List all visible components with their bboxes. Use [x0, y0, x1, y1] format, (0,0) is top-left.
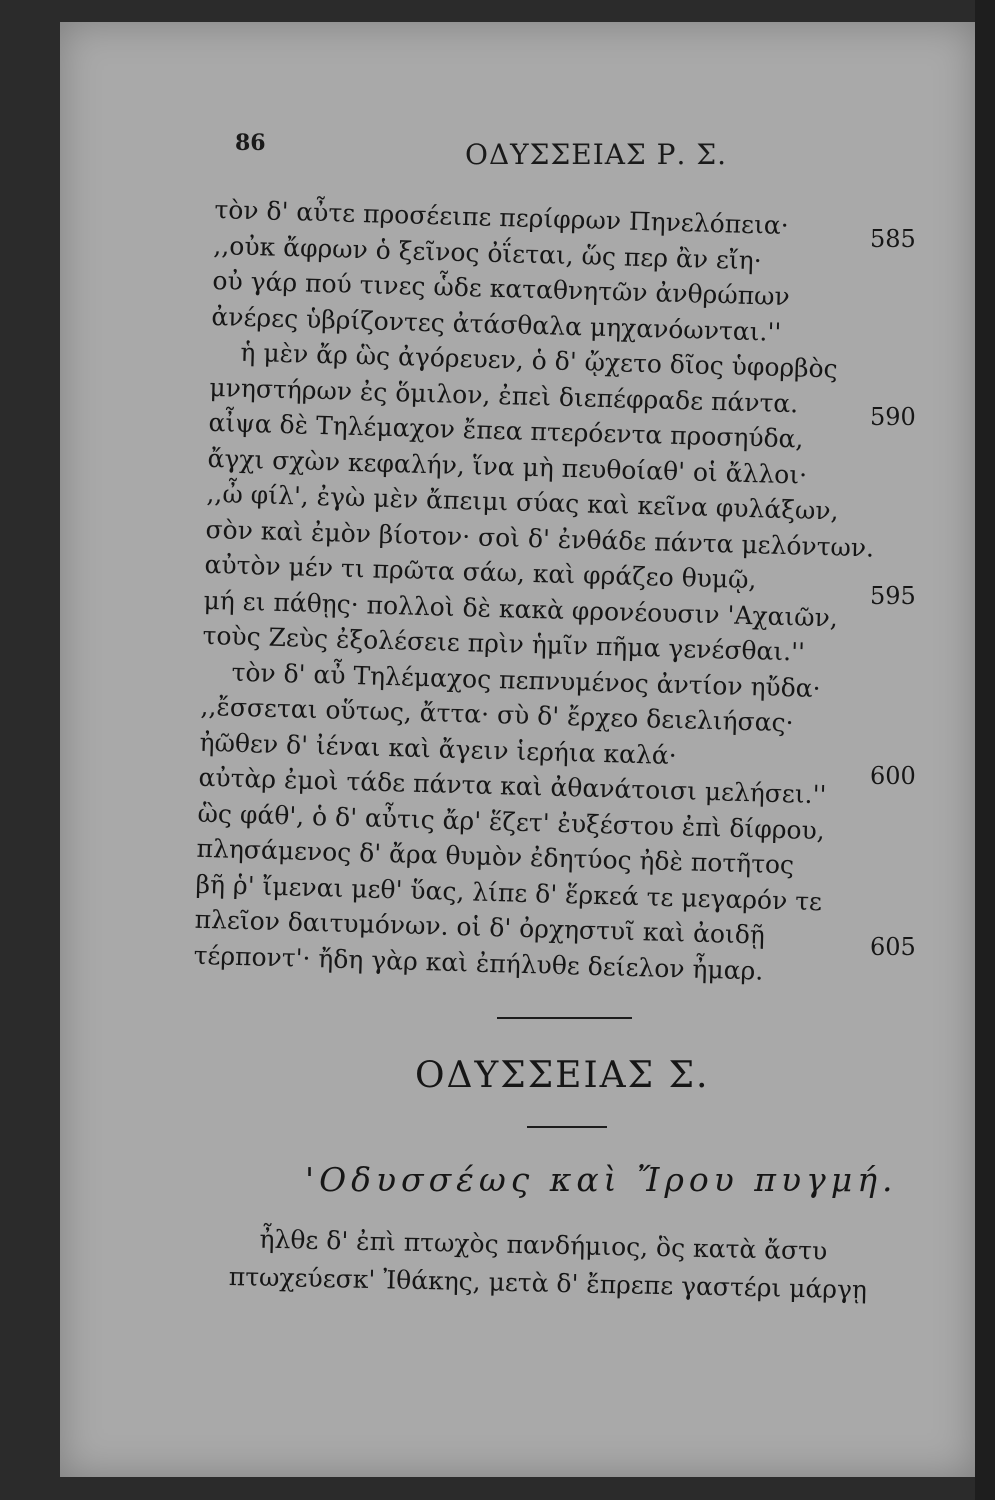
verse-line: ,,οὐκ ἄφρων ὁ ξεῖνος ὀΐεται, ὥς περ ἂν εἴη·: [213, 230, 763, 275]
verse-line: μή ει πάθῃς· πολλοὶ δὲ κακὰ φρονέουσιν 'Αχαιῶν,: [203, 585, 839, 633]
verse-block: [193, 192, 875, 991]
verse-line: ἦλθε δ' ἐπὶ πτωχὸς πανδήμιος, ὃς κατὰ ἄστυ: [259, 1224, 828, 1266]
line-number: 585: [870, 225, 916, 253]
page-number: 86: [235, 130, 266, 156]
title-divider: [527, 1126, 607, 1128]
section-divider: [497, 1017, 632, 1019]
verse-line: βῆ ῥ' ἴμεναι μεθ' ὕας, λίπε δ' ἕρκεά τε μεγαρόν τε: [195, 869, 823, 916]
verse-line: ,,ἔσσεται οὕτως, ἄττα· σὺ δ' ἔρχεο δειελιήσας·: [200, 691, 794, 738]
verse-line: αὐτὰρ ἐμοὶ τάδε πάντα καὶ ἀθανάτοισι μελήσει.'': [198, 762, 827, 810]
verse-line: ἀνέρες ὑβρίζοντες ἀτάσθαλα μηχανόωνται.'': [211, 301, 782, 347]
page-header: [235, 130, 755, 170]
line-number: 600: [870, 762, 916, 790]
verse-line: ἡ μὲν ἄρ ὣς ἀγόρευεν, ὁ δ' ᾤχετο δῖος ὑφορβὸς: [240, 337, 839, 384]
verse-line: τὸν δ' αὖ Τηλέμαχος πεπνυμένος ἀντίον ηὔδα·: [231, 657, 822, 703]
verse-line: αἶψα δὲ Τηλέμαχον ἔπεα πτερόεντα προσηύδα,: [208, 407, 804, 454]
running-title: ΟΔΥΣΣΕΙΑΣ Ρ. Σ.: [465, 138, 728, 171]
verse-line: πλεῖον δαιτυμόνων. οἱ δ' ὀρχηστυῖ καὶ ἀοιδῇ: [194, 904, 766, 950]
verse-line: σὸν καὶ ἐμὸν βίοτον· σοὶ δ' ἐνθάδε πάντα μελόντων.: [205, 514, 875, 563]
verse-line: πλησάμενος δ' ἄρα θυμὸν ἐδητύος ἠδὲ ποτῆτος: [196, 833, 795, 880]
opening-verses: [228, 1220, 868, 1309]
verse-line: τὸν δ' αὖτε προσέειπε περίφρων Πηνελόπεια·: [214, 194, 790, 241]
verse-line: τοὺς Ζεὺς ἐξολέσειε πρὶν ἡμῖν πῆμα γενέσθαι.'': [202, 620, 806, 667]
page-edge-shadow: [975, 0, 995, 1500]
line-number: 595: [870, 582, 916, 610]
section-title: ΟΔΥΣΣΕΙΑΣ Σ.: [415, 1055, 710, 1096]
verse-line: ὣς φάθ', ὁ δ' αὖτις ἄρ' ἕζετ' ἐυξέστου ἐπὶ δίφρου,: [197, 798, 826, 845]
verse-line: αὐτὸν μέν τι πρῶτα σάω, καὶ φράζεο θυμῷ,: [204, 549, 757, 595]
line-number: 590: [870, 403, 916, 431]
verse-line: μνηστήρων ἐς ὅμιλον, ἐπεὶ διεπέφραδε πάντα.: [209, 372, 799, 418]
section-subtitle: 'Οδυσσέως καὶ Ἴρου πυγμή.: [305, 1160, 898, 1199]
verse-line: ,,ὦ φίλ', ἐγὼ μὲν ἄπειμι σύας καὶ κεῖνα φυλάξων,: [206, 478, 839, 526]
verse-line: ἄγχι σχὼν κεφαλήν, ἵνα μὴ πευθοίαθ' οἱ ἄλλοι·: [207, 443, 808, 490]
verse-line: τέρποντ'· ἤδη γὰρ καὶ ἐπήλυθε δείελον ἦμαρ.: [193, 940, 764, 986]
verse-line: οὐ γάρ πού τινες ὧδε καταθνητῶν ἀνθρώπων: [212, 265, 791, 312]
verse-line: ἠῶθεν δ' ἰέναι καὶ ἄγειν ἱερήια καλά·: [199, 727, 678, 770]
line-number: 605: [870, 933, 916, 961]
verse-line: πτωχεύεσκ' Ἰθάκης, μετὰ δ' ἔπρεπε γαστέρι μάργῃ: [228, 1261, 868, 1305]
